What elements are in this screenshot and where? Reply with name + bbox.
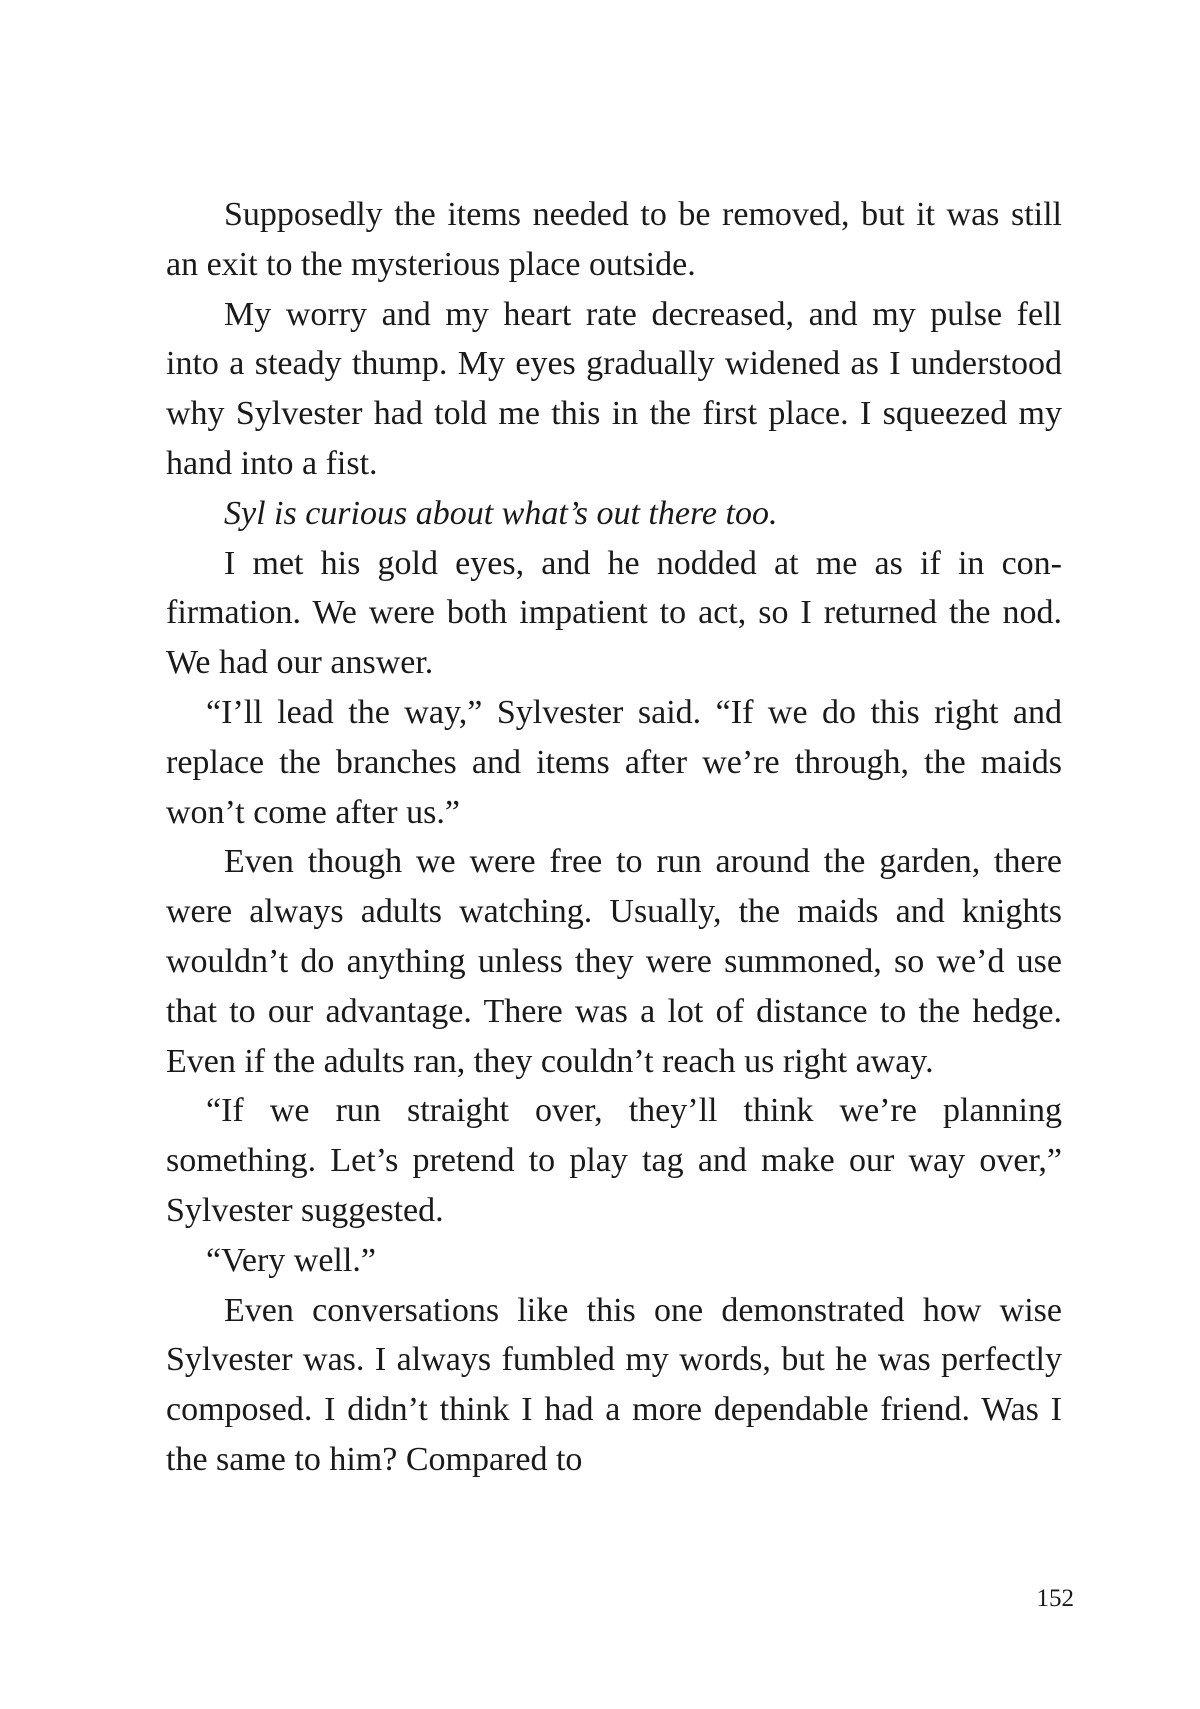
page-number: 152 bbox=[1036, 1585, 1074, 1612]
dialogue-paragraph: “Very well.” bbox=[206, 1241, 376, 1279]
italic-thought-paragraph: Syl is curious about what’s out there too. bbox=[224, 494, 778, 532]
paragraph: Even conversations like this one demonstrated how wise Sylvester was. I always fumbled my words, but he was perfectly composed. I didn’t think I had a more dependable friend. Was I the same to him? Compared to bbox=[166, 1291, 1062, 1478]
dialogue-paragraph: “If we run straight over, they’ll think we’re planning something. Let’s pretend to play tag and make our way over,” Sylvester suggested. bbox=[166, 1092, 1062, 1229]
paragraph: Supposedly the items needed to be removed, but it was still an exit to the mysterious place outside. bbox=[166, 196, 1062, 283]
paragraph: Even though we were free to run around the garden, there were always adults watching. Usually, the maids and knights wouldn’t do anything unless they were summoned, so we’d use that to our advantage. There was a lot of distance to the hedge. Even if the adults ran, they couldn’t reach us right away. bbox=[166, 843, 1062, 1080]
dialogue-paragraph: “I’ll lead the way,” Sylvester said. “If we do this right and replace the branches and items after we’re through, the maids won’t come after us.” bbox=[166, 693, 1062, 831]
paragraph: I met his gold eyes, and he nodded at me as if in confirmation. We were both impatient to act, so I returned the nod. We had our answer. bbox=[166, 544, 1062, 682]
body-text bbox=[166, 190, 1062, 1485]
paragraph: My worry and my heart rate decreased, and my pulse fell into a steady thump. My eyes gradually widened as I understood why Sylvester had told me this in the first place. I squeezed my hand into a fist. bbox=[166, 295, 1062, 482]
